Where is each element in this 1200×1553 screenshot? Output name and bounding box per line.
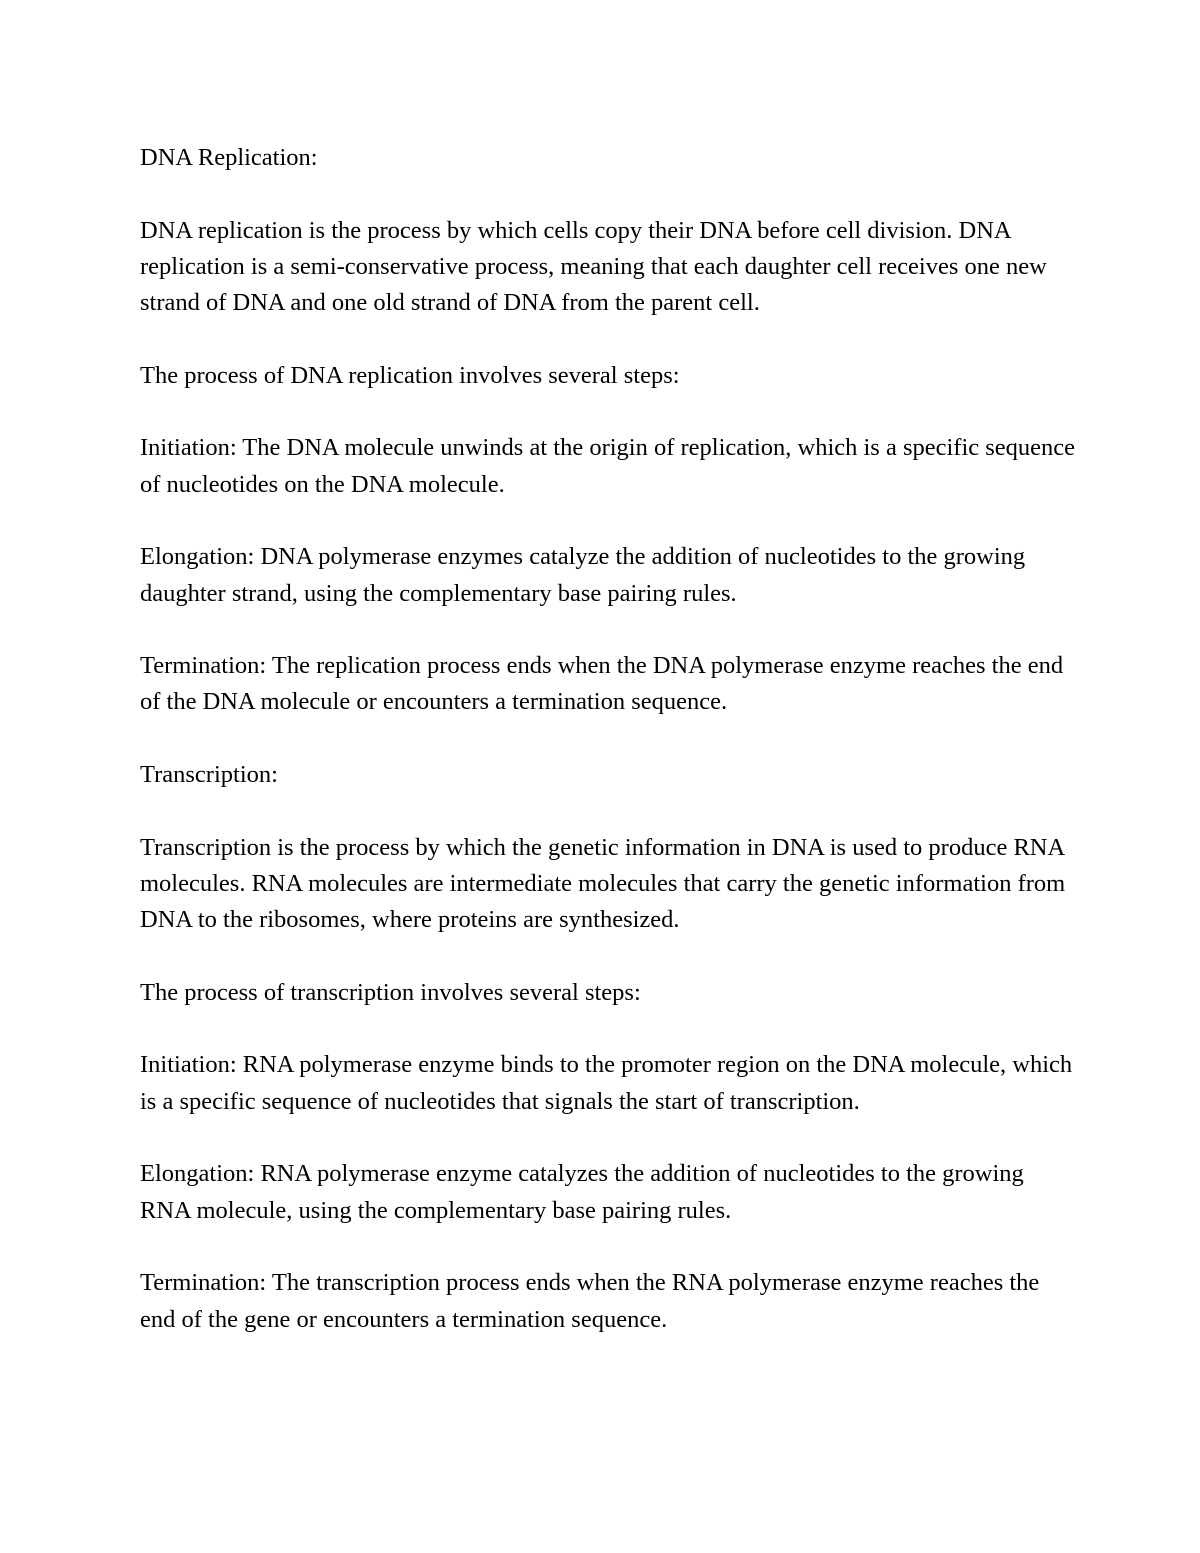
heading-transcription: Transcription: [140, 761, 278, 789]
paragraph-replication-initiation: Initiation: The DNA molecule unwinds at the origin of replication, which is a specific sequence of nucleotides on the DNA molecule. [140, 434, 1076, 498]
paragraph-dna-replication-definition: DNA replication is the process by which cells copy their DNA before cell division. DNA replication is a semi-conservative process, meaning that each daughter cell receives one new strand of DNA and one old strand of DNA from the parent cell. [140, 216, 1047, 317]
paragraph-transcription-elongation: Elongation: RNA polymerase enzyme catalyzes the addition of nucleotides to the growing RNA molecule, using the complementary base pairing rules. [140, 1160, 1024, 1224]
paragraph-transcription-definition: Transcription is the process by which the genetic information in DNA is used to produce RNA molecules. RNA molecules are intermediate molecules that carry the genetic information from DNA to the ribosomes, where proteins are synthesized. [140, 833, 1066, 934]
document-body [140, 140, 1080, 1338]
paragraph-transcription-steps-intro: The process of transcription involves several steps: [140, 978, 641, 1006]
heading-dna-replication: DNA Replication: [140, 144, 318, 171]
paragraph-replication-termination: Termination: The replication process ends when the DNA polymerase enzyme reaches the end of the DNA molecule or encounters a termination sequence. [140, 652, 1064, 716]
paragraph-replication-elongation: Elongation: DNA polymerase enzymes catalyze the addition of nucleotides to the growing daughter strand, using the complementary base pairing rules. [140, 543, 1026, 607]
paragraph-transcription-initiation: Initiation: RNA polymerase enzyme binds to the promoter region on the DNA molecule, which is a specific sequence of nucleotides that signals the start of transcription. [140, 1051, 1073, 1115]
paragraph-transcription-termination: Termination: The transcription process ends when the RNA polymerase enzyme reaches the end of the gene or encounters a termination sequence. [140, 1269, 1040, 1333]
paragraph-dna-replication-steps-intro: The process of DNA replication involves several steps: [140, 361, 680, 389]
